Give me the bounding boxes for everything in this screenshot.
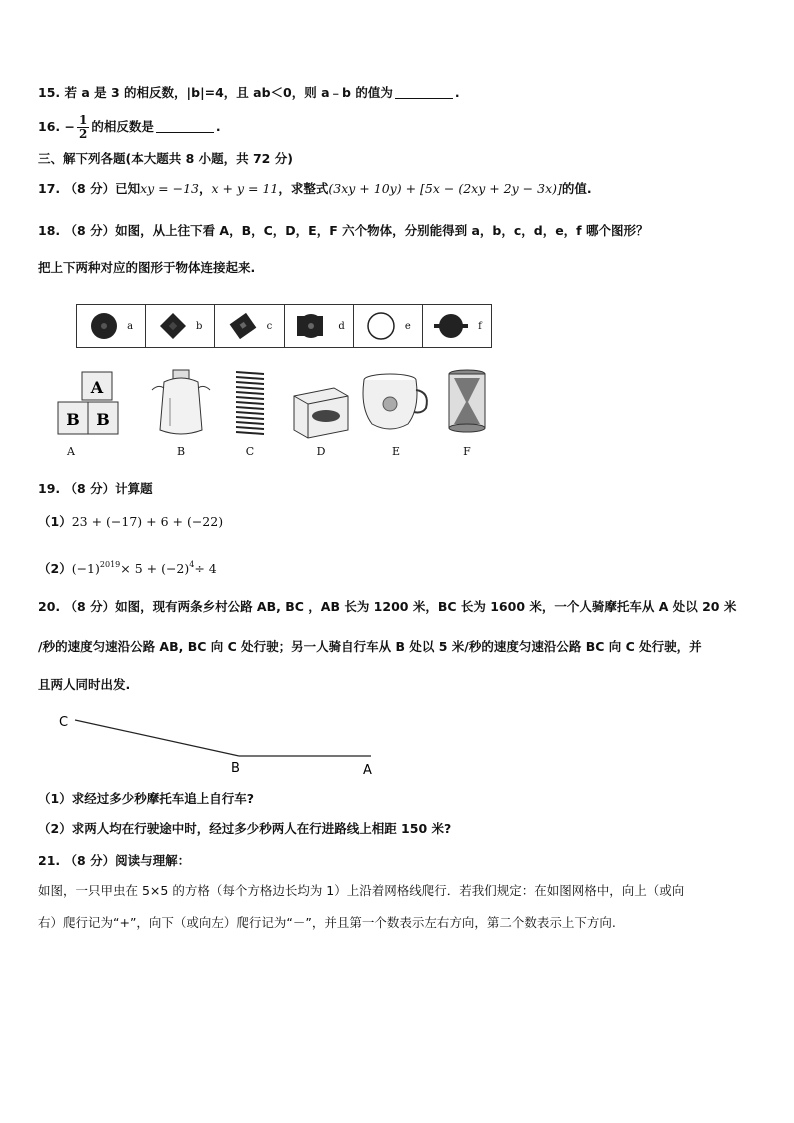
shape-label: d — [338, 320, 345, 332]
question-end: . — [215, 119, 221, 134]
circle-with-handles-icon — [432, 311, 470, 341]
question-text: 若 a 是 3 的相反数，|b|=4，且 ab＜0，则 a﹣b 的值为 — [64, 85, 393, 100]
hollow-circle-icon — [365, 310, 397, 342]
question-text: （8 分）如图，现有两条乡村公路 AB, BC ，AB 长为 1200 米，BC 长为 1600 米，一个人骑摩托车从 A 处以 20 米 — [64, 599, 737, 614]
question-number: 17. — [38, 181, 61, 196]
expression: × 5 + (−2) — [120, 561, 190, 576]
expression: (−1) — [71, 561, 100, 576]
question-21 — [38, 852, 190, 870]
question-19-part-2 — [38, 556, 217, 578]
block-letter: B — [66, 410, 80, 429]
question-text: ，求整式 — [278, 181, 329, 196]
object-label: E — [391, 445, 401, 458]
question-18-line2: 把上下两种对应的图形于物体连接起来. — [38, 260, 256, 275]
question-19-part-1 — [38, 513, 223, 531]
jug-icon — [150, 368, 212, 440]
question-text: 的相反数是 — [91, 119, 154, 134]
expression: ÷ 4 — [194, 561, 217, 576]
expression: (3xy + 10y) + [5x − (2xy + 2y − 3x)] — [328, 181, 562, 196]
shape-e — [354, 305, 423, 347]
object-B — [150, 368, 212, 458]
shape-label: a — [127, 320, 134, 332]
condition-1: xy = −13 — [140, 181, 199, 196]
circle-with-square-icon — [292, 311, 330, 341]
road-bc — [75, 720, 239, 756]
object-C — [230, 368, 270, 458]
fraction-numerator: 1 — [79, 113, 88, 127]
object-label: C — [245, 445, 255, 458]
question-21-line1: 如图，一只甲虫在 5×5 的方格（每个方格边长均为 1）上沿着网格线爬行．若我们规定：在如图网格中，向上（或向 — [38, 883, 685, 898]
question-20-line2: /秒的速度匀速沿公路 AB, BC 向 C 处行驶；另一人骑自行车从 B 处以 5 米/秒的速度匀速沿公路 BC 向 C 处行驶，并 — [38, 639, 702, 654]
object-label: D — [316, 445, 326, 458]
answer-blank[interactable] — [156, 120, 214, 133]
object-E — [360, 368, 432, 458]
question-end: 的值. — [561, 181, 592, 196]
question-21-line2: 右）爬行记为“+”，向下（或向左）爬行记为“－”，并且第一个数表示左右方向，第二个数表示上下方向. — [38, 915, 616, 930]
minus-sign: − — [64, 119, 75, 134]
box-icon — [290, 368, 352, 440]
tilted-square-icon — [227, 311, 259, 341]
shape-b — [146, 305, 215, 347]
road-diagram — [55, 712, 385, 776]
question-text: （8 分）计算题 — [64, 481, 153, 496]
object-label: A — [67, 445, 75, 458]
objects-row — [50, 368, 510, 464]
exponent: 2019 — [99, 560, 121, 569]
letter-blocks-icon — [50, 368, 132, 440]
part-label: （2） — [38, 561, 72, 576]
exponent: 4 — [189, 560, 195, 569]
shape-c — [215, 305, 284, 347]
question-text: （8 分）阅读与理解： — [64, 853, 191, 868]
question-20-sub-1: （1）求经过多少秒摩托车追上自行车? — [38, 791, 254, 806]
section-title: 三、解下列各题(本大题共 8 小题，共 72 分) — [38, 151, 293, 166]
spring-icon — [230, 368, 270, 440]
block-letter: A — [90, 378, 104, 397]
part-label: （1） — [38, 514, 72, 529]
shape-label: e — [404, 320, 411, 332]
top-view-shapes — [76, 304, 492, 348]
question-number: 16. — [38, 119, 61, 134]
question-20-sub-2: （2）求两人均在行驶途中时，经过多少秒两人在行进路线上相距 150 米? — [38, 821, 452, 836]
question-end: . — [454, 85, 460, 100]
fraction-denominator: 2 — [79, 127, 88, 141]
filled-circle-icon — [89, 311, 119, 341]
question-number: 18. — [38, 223, 61, 238]
block-letter: B — [96, 410, 110, 429]
shape-a — [77, 305, 146, 347]
answer-blank[interactable] — [395, 86, 453, 99]
shape-label: f — [478, 320, 482, 332]
shape-label: c — [266, 320, 273, 332]
question-number: 19. — [38, 481, 61, 496]
question-16 — [38, 114, 221, 141]
fraction — [77, 114, 89, 141]
diamond-icon — [158, 311, 188, 341]
object-A — [50, 368, 132, 458]
question-number: 20. — [38, 599, 61, 614]
object-label: F — [463, 445, 471, 458]
teapot-icon — [360, 368, 432, 440]
separator: ， — [199, 181, 212, 196]
question-text: （8 分）如图，从上往下看 A，B，C，D，E，F 六个物体，分别能得到 a，b，c，d，e，f 哪个图形？ — [64, 223, 649, 238]
object-D — [290, 368, 352, 458]
question-text: （8 分）已知 — [64, 181, 141, 196]
question-17 — [38, 180, 592, 198]
shape-f — [423, 305, 491, 347]
question-number: 21. — [38, 853, 61, 868]
shape-label: b — [196, 320, 203, 332]
question-18 — [38, 222, 648, 240]
question-20 — [38, 598, 736, 616]
question-15 — [38, 84, 460, 102]
condition-2: x + y = 11 — [211, 181, 279, 196]
object-label: B — [176, 445, 186, 458]
point-c-label: C — [59, 715, 69, 730]
object-F — [446, 368, 488, 458]
question-19 — [38, 480, 153, 498]
point-a-label: A — [363, 763, 372, 776]
hourglass-icon — [446, 368, 488, 440]
expression: 23 + (−17) + 6 + (−22) — [71, 514, 224, 529]
shape-d — [285, 305, 354, 347]
question-20-line3: 且两人同时出发. — [38, 677, 131, 692]
question-number: 15. — [38, 85, 61, 100]
point-b-label: B — [231, 761, 240, 776]
